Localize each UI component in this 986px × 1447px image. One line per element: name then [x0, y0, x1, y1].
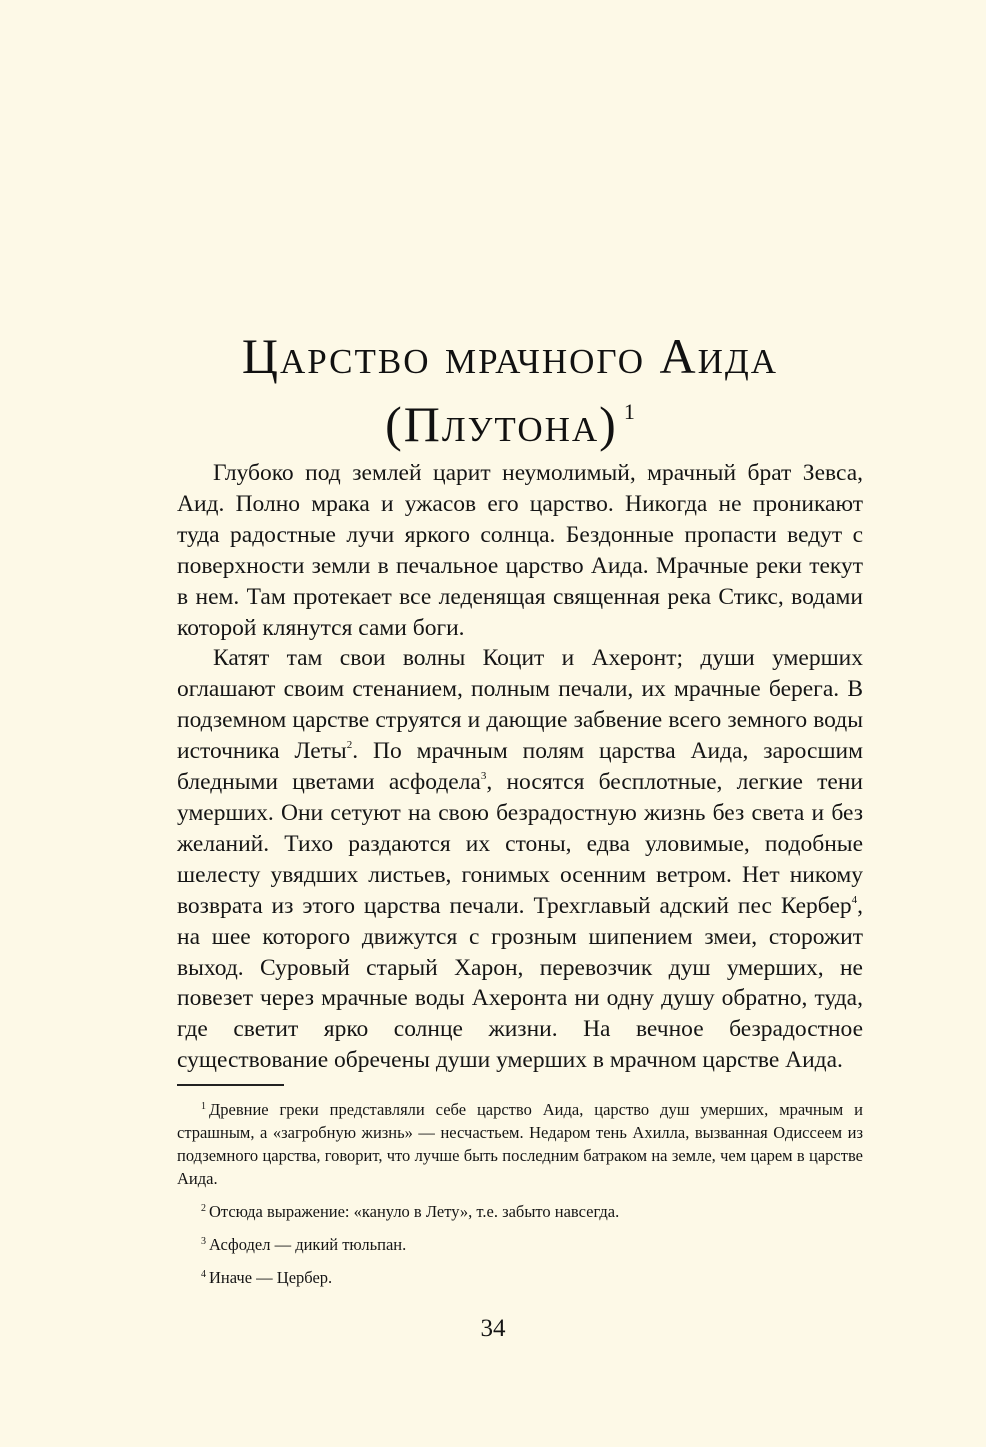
- footnote-divider: [177, 1084, 284, 1086]
- footnote-1: [177, 1098, 863, 1190]
- footnote-3-mark: 3: [201, 1236, 206, 1247]
- footnote-1-text: Древние греки представляли себе царство Аида, царство душ умерших, мрачным и страшным, а «загробную жизнь» — несчастьем. Недаром тень Ахилла, вызванная Одиссеем из подземного царства, говорит, что лучше быть последним батраком на земле, чем царем в царстве Аида.: [177, 1100, 863, 1188]
- title-footnote-marker[interactable]: 1: [623, 399, 635, 424]
- paragraph-1-text: Глубоко под землей царит неумолимый, мрачный брат Зевса, Аид. Полно мрака и ужасов его царство. Никогда не проникают туда радостные лучи яркого солнца. Бездонные пропасти ведут с поверхности земли в печальное царство Аида. Мрачные реки текут в нем. Там протекает все леденящая священная река Стикс, водами которой клянутся сами боги.: [177, 460, 863, 641]
- footnote-4-mark: 4: [201, 1269, 206, 1280]
- footnote-1-mark: 1: [201, 1101, 206, 1112]
- paragraph-1: [177, 458, 863, 643]
- chapter-title-line-2: [150, 384, 870, 452]
- chapter-title-line-2-text: (Плутона): [385, 396, 618, 452]
- paragraph-2-text-part-1: Катят там свои волны Коцит и Ахеронт; души умерших оглашают своим стенанием, полным печали, их мрачные берега. В подземном царстве струятся и дающие забвение всего земного воды источника Леты: [177, 645, 863, 765]
- footnotes: [177, 1098, 863, 1289]
- footnote-2-mark: 2: [201, 1203, 206, 1214]
- footnote-3-text: Асфодел — дикий тюльпан.: [209, 1235, 407, 1254]
- page-number: 34: [480, 1315, 506, 1342]
- chapter-title: [150, 328, 870, 452]
- paragraph-2-text-part-3: , носятся бесплотные, легкие тени умерших. Они сетуют на свою безрадостную жизнь без света и без желаний. Тихо раздаются их стоны, едва уловимые, подобные шелесту увядших листьев, гонимых осенним ветром. Нет никому возврата из этого царства печали. Трехглавый адский пес Кербер: [177, 769, 863, 919]
- footnote-2: [177, 1200, 863, 1223]
- footnote-3: [177, 1233, 863, 1256]
- paragraph-2: [177, 643, 863, 1076]
- paragraph-2-text-part-4: , на шее которого движутся с грозным шипением змеи, сторожит выход. Суровый старый Харон, перевозчик душ умерших, не повезет через мрачные воды Ахеронта ни одну душу обратно, туда, где светит ярко солнце жизни. На вечное безрадостное существование обречены души умерших в мрачном царстве Аида.: [177, 892, 863, 1074]
- footnote-2-text: Отсюда выражение: «кануло в Лету», т.е. забыто навсегда.: [209, 1202, 620, 1221]
- footnote-4: [177, 1266, 863, 1289]
- body-text: [177, 458, 863, 1076]
- footnote-marker-2[interactable]: 2: [346, 739, 353, 752]
- footnote-marker-4[interactable]: 4: [851, 893, 858, 906]
- footnote-4-text: Иначе — Цербер.: [209, 1268, 333, 1287]
- footnote-marker-3[interactable]: 3: [480, 770, 487, 783]
- chapter-title-line-1: Царство мрачного Аида: [241, 328, 779, 384]
- paragraph-2-text-part-2: . По мрачным полям царства Аида, заросшим бледными цветами асфодела: [177, 738, 863, 796]
